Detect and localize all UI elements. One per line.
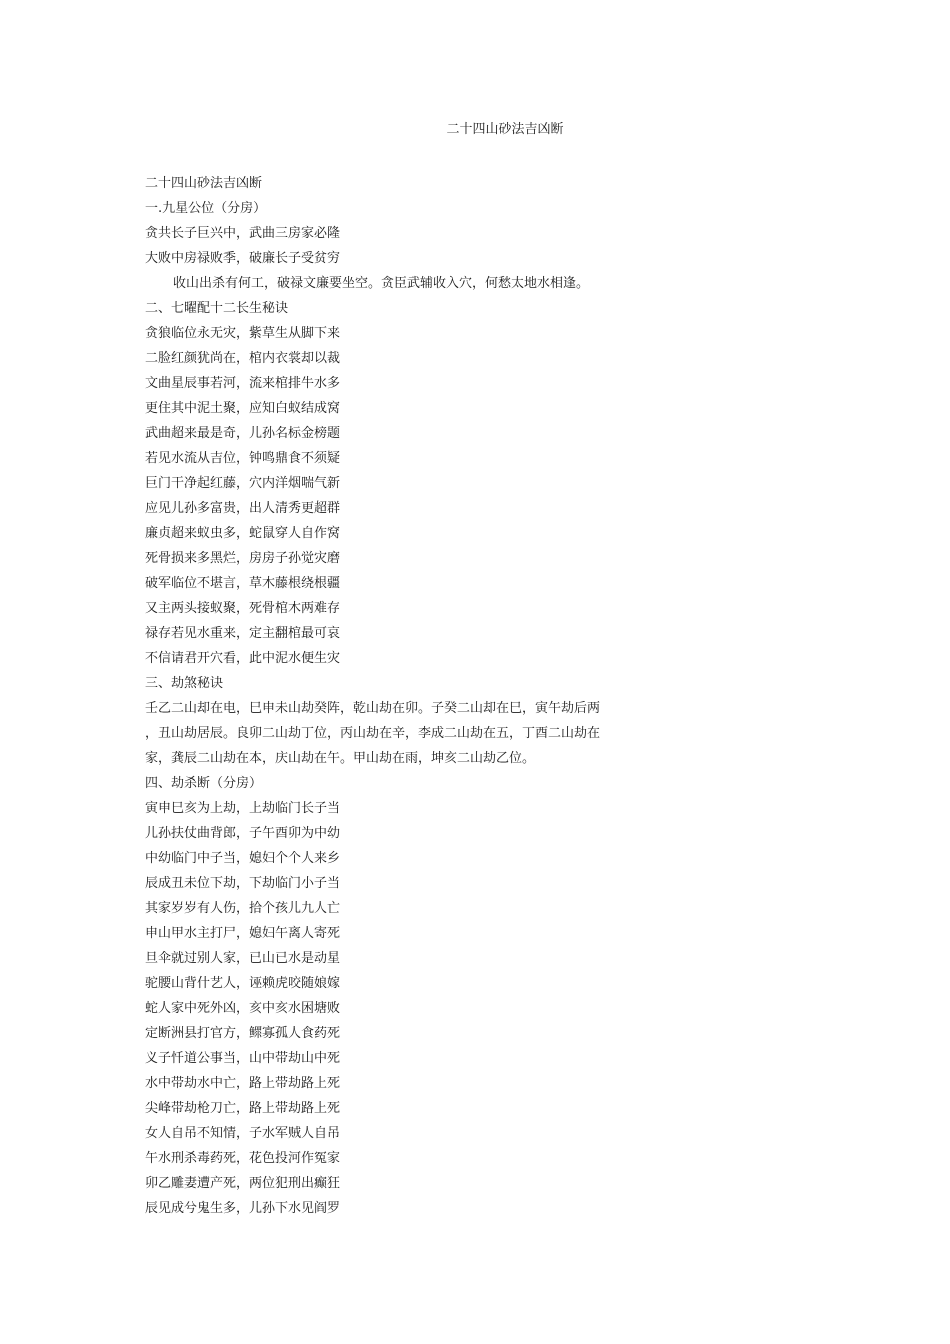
text-line: 三、劫煞秘诀 bbox=[145, 676, 224, 691]
text-line: 廉贞超来蚁虫多，蛇鼠穿人自作窝 bbox=[145, 526, 341, 541]
text-line: 旦伞就过别人家，已山已水是动星 bbox=[145, 951, 341, 966]
text-line: 辰成丑未位下劫，下劫临门小子当 bbox=[145, 876, 341, 891]
text-line: 中幼临门中子当，媳妇个个人来乡 bbox=[145, 851, 341, 866]
text-line: 二脸红颜犹尚在，棺内衣裳却以裁 bbox=[145, 351, 341, 366]
text-line: 义子忏道公事当，山中带劫山中死 bbox=[145, 1051, 341, 1066]
text-line: 水中带劫水中亡，路上带劫路上死 bbox=[145, 1076, 341, 1091]
text-line: 寅申巳亥为上劫，上劫临门长子当 bbox=[145, 801, 341, 816]
text-line: 贪狼临位永无灾，紫草生从脚下来 bbox=[145, 326, 341, 341]
text-line: ，丑山劫居辰。良卯二山劫丁位，丙山劫在辛，李成二山劫在五，丁酉二山劫在 bbox=[145, 726, 601, 741]
text-line: 破军临位不堪言，草木藤根绕根疆 bbox=[145, 576, 341, 591]
text-line: 二十四山砂法吉凶断 bbox=[145, 176, 263, 191]
document-body bbox=[145, 171, 665, 1221]
text-line: 若见水流从吉位，钟鸣鼎食不须疑 bbox=[145, 451, 341, 466]
text-line: 武曲超来最是奇，儿孙名标金榜题 bbox=[145, 426, 341, 441]
text-line: 申山甲水主打尸，媳妇午离人寄死 bbox=[145, 926, 341, 941]
text-line: 巨门干净起红藤，穴内洋烟喘气新 bbox=[145, 476, 341, 491]
text-line: 文曲星辰事若河，流来棺排牛水多 bbox=[145, 376, 341, 391]
text-line: 辰见成兮鬼生多，儿孙下水见阎罗 bbox=[145, 1201, 341, 1216]
text-line: 一.九星公位（分房） bbox=[145, 201, 267, 216]
text-line: 定断洲县打官方，鳏寡孤人食药死 bbox=[145, 1026, 341, 1041]
text-line: 卯乙雕妻遭产死，两位犯刑出癫狂 bbox=[145, 1176, 341, 1191]
text-line: 女人自吊不知情，子水军贼人自吊 bbox=[145, 1126, 341, 1141]
text-line: 四、劫杀断（分房） bbox=[145, 776, 263, 791]
text-line: 其家岁岁有人伤，拾个孩儿九人亡 bbox=[145, 901, 341, 916]
text-line: 又主两头接蚁聚，死骨棺木两难存 bbox=[145, 601, 341, 616]
text-line: 应见儿孙多富贵，出人清秀更超群 bbox=[145, 501, 341, 516]
text-line: 蛇人家中死外凶，亥中亥水困塘败 bbox=[145, 1001, 341, 1016]
text-line: 壬乙二山却在电，巳申未山劫癸阵，乾山劫在卯。子癸二山却在巳，寅午劫后两 bbox=[145, 701, 601, 716]
text-line: 收山出杀有何工，破禄文廉要坐空。贪臣武辅收入穴，何愁太地水相逢。 bbox=[173, 276, 590, 291]
page-title: 二十四山砂法吉凶断 bbox=[446, 122, 564, 137]
text-line: 家，龚辰二山劫在本，庆山劫在午。甲山劫在雨，坤亥二山劫乙位。 bbox=[145, 751, 536, 766]
text-line: 驼腰山背什艺人，诬赖虎咬随娘嫁 bbox=[145, 976, 341, 991]
text-line: 尖峰带劫枪刀亡，路上带劫路上死 bbox=[145, 1101, 341, 1116]
text-line: 二、七曜配十二长生秘诀 bbox=[145, 301, 289, 316]
text-line: 午水刑杀毒药死，花色投河作冤家 bbox=[145, 1151, 341, 1166]
text-line: 死骨损来多黑烂，房房子孙觉灾磨 bbox=[145, 551, 341, 566]
text-line: 大败中房禄败季，破廉长子受贫穷 bbox=[145, 251, 341, 266]
text-line: 不信请君开穴看，此中泥水便生灾 bbox=[145, 651, 341, 666]
text-line: 更住其中泥土聚，应知白蚁结成窝 bbox=[145, 401, 341, 416]
text-line: 儿孙扶仗曲背郎，子午酉卯为中幼 bbox=[145, 826, 341, 841]
text-line: 禄存若见水重来，定主翻棺最可哀 bbox=[145, 626, 341, 641]
text-line: 贪共长子巨兴中，武曲三房家必隆 bbox=[145, 226, 341, 241]
